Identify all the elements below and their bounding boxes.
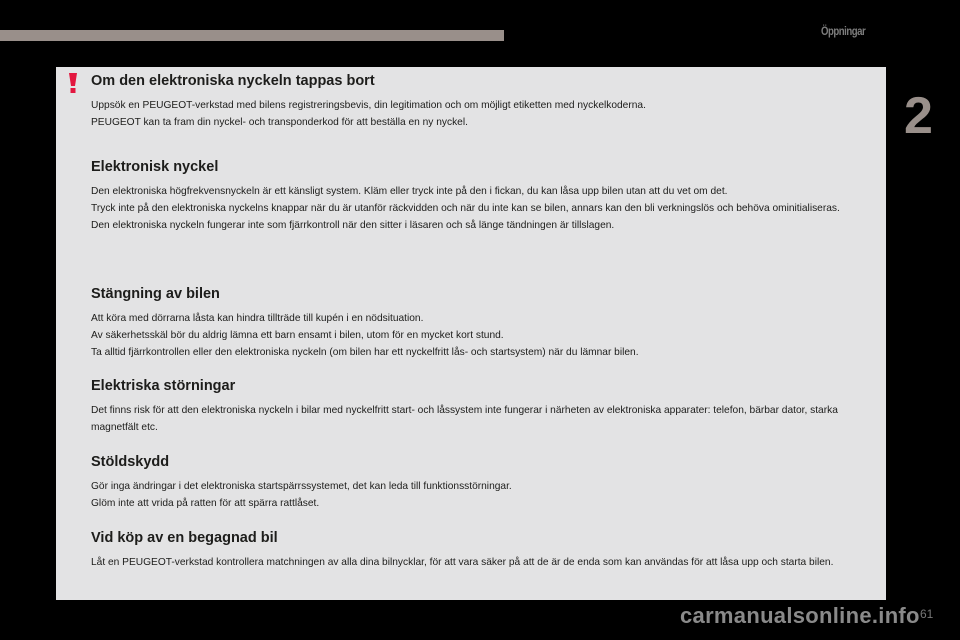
section-title: Elektronisk nyckel: [91, 159, 219, 175]
section-stoldskydd: [91, 454, 881, 512]
paragraph-line: Den elektroniska högfrekvensnyckeln är ett känsligt system. Kläm eller tryck inte på den i fickan, du kan låsa upp bilen utan att du vet om det.: [91, 186, 728, 197]
paragraph-line: Ta alltid fjärrkontrollen eller den elektroniska nyckeln (om bilen har ett nyckelfritt lås- och startsystem) när du lämnar bilen.: [91, 347, 639, 358]
section-title: Elektriska störningar: [91, 378, 236, 394]
paragraph-line: Låt en PEUGEOT-verkstad kontrollera matchningen av alla dina bilnycklar, för att vara säker på att de är de enda som kan användas för att låsa upp och starta bilen.: [91, 557, 834, 568]
paragraph-line: Gör inga ändringar i det elektroniska startspärrssystemet, det kan leda till funktionsstörningar.: [91, 481, 512, 492]
warning-section: [91, 73, 881, 131]
section-title: Stängning av bilen: [91, 286, 220, 302]
warning-title: Om den elektroniska nyckeln tappas bort: [91, 73, 375, 89]
chapter-title: Öppningar: [821, 24, 866, 38]
watermark: carmanualsonline.info: [680, 603, 920, 628]
section-stangning: [91, 286, 881, 361]
paragraph-line: PEUGEOT kan ta fram din nyckel- och transponderkod för att beställa en ny nyckel.: [91, 117, 468, 128]
exclamation-icon: [68, 72, 78, 94]
paragraph-line: Att köra med dörrarna låsta kan hindra tillträde till kupén i en nödsituation.: [91, 313, 424, 324]
paragraph-line: Uppsök en PEUGEOT-verkstad med bilens registreringsbevis, din legitimation och om möjligt etiketten med nyckelkoderna.: [91, 100, 646, 111]
section-begagnad-bil: [91, 530, 881, 571]
paragraph-line: Av säkerhetsskäl bör du aldrig lämna ett barn ensamt i bilen, utom för en mycket kort stund.: [91, 330, 504, 341]
section-title: Stöldskydd: [91, 454, 170, 470]
section-elektriska-storningar: [91, 378, 881, 436]
header-bar: [0, 30, 504, 41]
page-number: 61: [920, 607, 934, 621]
paragraph-line: Den elektroniska nyckeln fungerar inte som fjärrkontroll när den sitter i läsaren och så länge tändningen är tillslagen.: [91, 220, 615, 231]
paragraph-line: Tryck inte på den elektroniska nyckelns knappar när du är utanför räckvidden och när du inte kan se bilen, annars kan den bli verkningslös och behöva ominitialiseras.: [91, 203, 840, 214]
section-title: Vid köp av en begagnad bil: [91, 530, 278, 546]
paragraph-line: Det finns risk för att den elektroniska nyckeln i bilar med nyckelfritt start- och låssystem inte fungerar i närheten av elektroniska apparater: telefon, bärbar dator, starka magnetfält etc.: [91, 405, 838, 433]
chapter-number: 2: [904, 87, 933, 145]
content-panel: [56, 67, 886, 600]
paragraph-line: Glöm inte att vrida på ratten för att spärra rattlåset.: [91, 498, 320, 509]
section-elektronisk-nyckel: [91, 159, 881, 234]
